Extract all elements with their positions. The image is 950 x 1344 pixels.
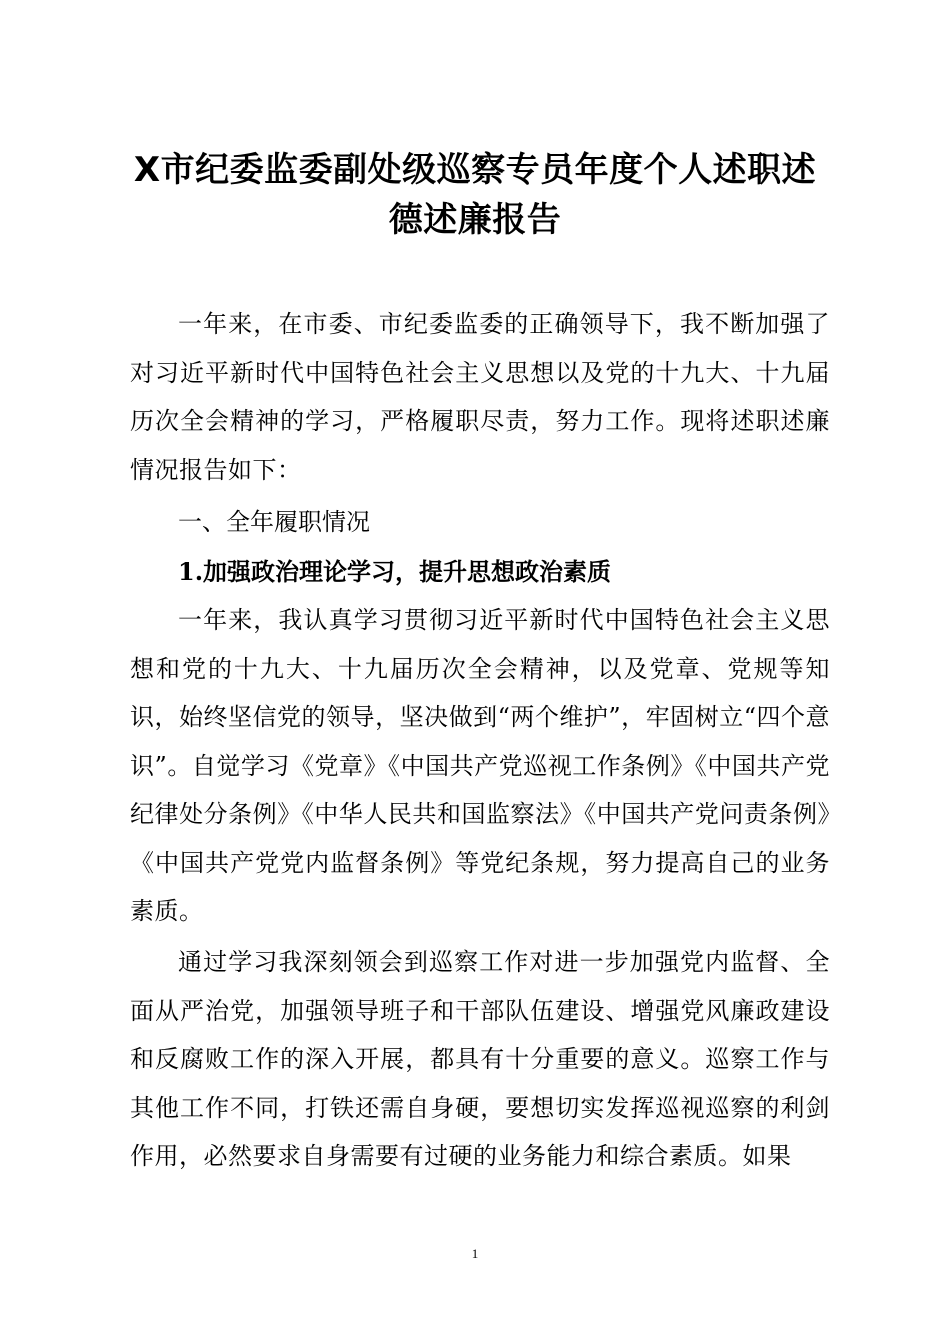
document-title-line-2: 德述廉报告 [388, 200, 562, 240]
subsection-heading-1: 1.加强政治理论学习，提升思想政治素质 [178, 557, 612, 586]
section-heading-1: 一、全年履职情况 [178, 508, 370, 536]
page-number: 1 [471, 1246, 479, 1261]
intro-paragraph: 一年来，在市委、市纪委监委的正确领导下，我不断加强了对习近平新时代中国特色社会主义思想以及党的十九大、十九届历次全会精神的学习，严格履职尽责，努力工作。现将述职述廉情况报告如下： [130, 310, 830, 484]
document-title-line-1: X市纪委监委副处级巡察专员年度个人述职述 [133, 150, 817, 190]
body-paragraph-1: 一年来，我认真学习贯彻习近平新时代中国特色社会主义思想和党的十九大、十九届历次全会精神，以及党章、党规等知识，始终坚信党的领导，坚决做到“两个维护”，牢固树立“四个意识”。自觉学习《党章》《中国共产党巡视工作条例》《中国共产党纪律处分条例》《中华人民共和国监察法》《中国共产党问责条例》《中国共产党党内监督条例》等党纪条规，努力提高自己的业务素质。 [130, 606, 830, 925]
body-paragraph-2: 通过学习我深刻领会到巡察工作对进一步加强党内监督、全面从严治党，加强领导班子和干部队伍建设、增强党风廉政建设和反腐败工作的深入开展，都具有十分重要的意义。巡察工作与其他工作不同，打铁还需自身硬，要想切实发挥巡视巡察的利剑作用，必然要求自身需要有过硬的业务能力和综合素质。如果 [130, 948, 830, 1170]
